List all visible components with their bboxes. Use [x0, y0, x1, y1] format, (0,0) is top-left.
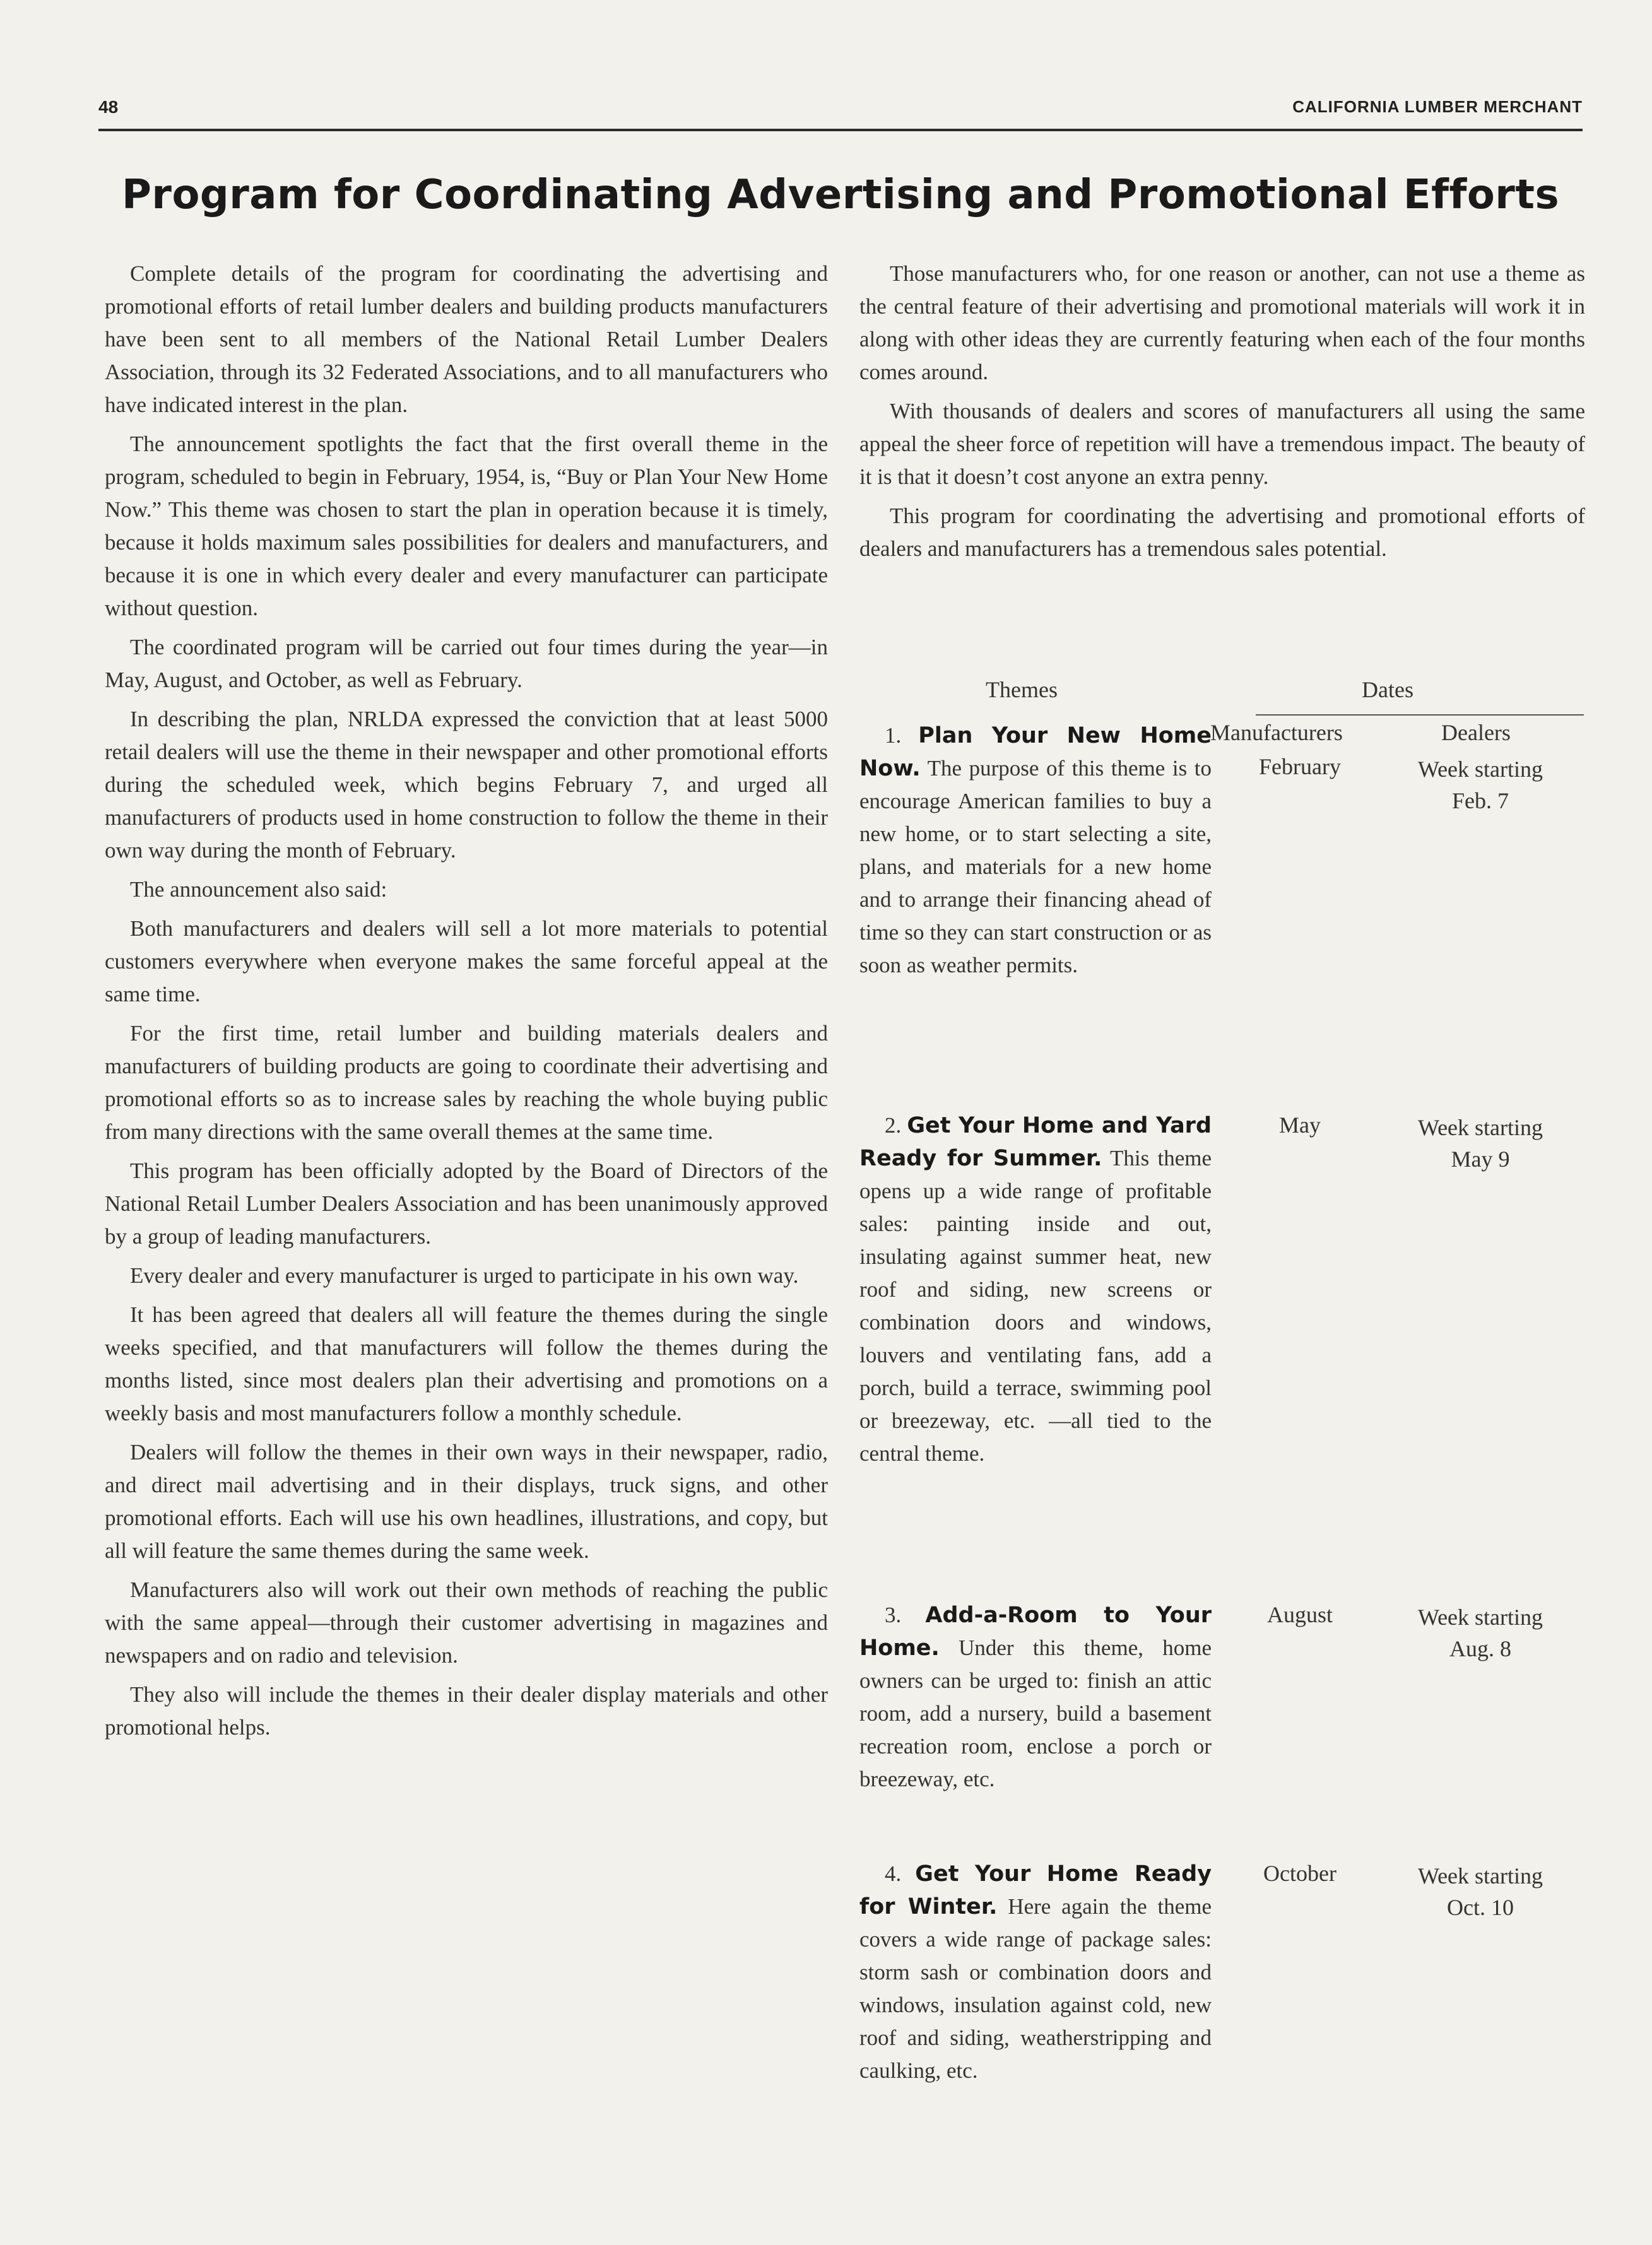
- page-number: 48: [98, 97, 119, 117]
- paragraph: This program has been officially adopted by the Board of Directors of the National Retail Lumber Dealers Association and has been unanimously approved by a group of leading manufacturers.: [105, 1158, 828, 1249]
- paragraph: It has been agreed that dealers all will feature the themes during the single weeks specified, and that manufacturers will follow the themes during the months listed, since most dealers plan their advertising and promotions on a weekly basis and most manufacturers follow a monthly schedule.: [105, 1302, 828, 1425]
- theme-body: Here again the theme covers a wide range of package sales: storm sash or combination doors and windows, insulation against cold, new roof and siding, weatherstripping and caulking, etc.: [859, 1894, 1212, 2083]
- theme-body: The purpose of this theme is to encourage American families to buy a new home, or to start selecting a site, plans, and materials for a new home and to arrange their financing ahead of time so they can start construction or as soon as weather permits.: [859, 756, 1212, 977]
- theme-number: 3.: [885, 1603, 902, 1627]
- paragraph: Complete details of the program for coordinating the advertising and promotional efforts of retail lumber dealers and building products manufacturers have been sent to all members of the National Retail Lumber Dealers Association, through its 32 Federated Associations, and to all manufacturers who have indicated interest in the plan.: [105, 261, 828, 417]
- manufacturers-subheader: Manufacturers: [1210, 720, 1343, 745]
- manufacturers-month: October: [1263, 1861, 1336, 1886]
- header-rule: [98, 129, 1583, 131]
- theme-number: 1.: [885, 723, 902, 748]
- paragraph: This program for coordinating the advertising and promotional efforts of dealers and manufacturers has a tremendous sales potential.: [859, 504, 1585, 561]
- theme-title: Add-a-Room to Your Home.: [859, 1603, 1212, 1661]
- dealers-week-date: Aug. 8: [1449, 1636, 1511, 1661]
- dates-rule: [1256, 714, 1584, 716]
- theme-title: Get Your Home Ready for Winter.: [859, 1861, 1212, 1919]
- paragraph: The coordinated program will be carried out four times during the year—in May, August, and October, as well as February.: [105, 635, 828, 692]
- paragraph: Every dealer and every manufacturer is urged to participate in his own way.: [130, 1263, 799, 1288]
- dates-column-header: Dates: [1362, 677, 1413, 702]
- paragraph: Both manufacturers and dealers will sell a lot more materials to potential customers everywhere when everyone makes the same forceful appeal at the same time.: [105, 916, 828, 1006]
- theme-row-3: [859, 1599, 1212, 1796]
- theme-title: Plan Your New Home Now.: [859, 723, 1212, 781]
- article-headline: Program for Coordinating Advertising and Promotional Efforts: [121, 172, 1560, 218]
- paragraph: The announcement spotlights the fact that the first overall theme in the program, scheduled to begin in February, 1954, is, “Buy or Plan Your New Home Now.” This theme was chosen to start the plan in operation because it is timely, because it holds maximum sales possibilities for dealers and manufacturers, and because it is one in which every dealer and every manufacturer can participate without question.: [105, 432, 828, 620]
- paragraph: In describing the plan, NRLDA expressed the conviction that at least 5000 retail dealers will use the theme in their newspaper and other promotional efforts during the scheduled week, which begins February 7, and urged all manufacturers of products used in home construction to follow the theme in their own way during the month of February.: [105, 707, 828, 863]
- dealers-week-date: May 9: [1451, 1146, 1510, 1172]
- theme-body: Under this theme, home owners can be urged to: finish an attic room, add a nursery, build a basement recreation room, enclose a porch or breezeway, etc.: [859, 1635, 1212, 1791]
- theme-number: 2.: [885, 1113, 902, 1138]
- paragraph: Those manufacturers who, for one reason or another, can not use a theme as the central feature of their advertising and promotional materials will work it in along with other ideas they are currently featuring when each of the four months comes around.: [859, 261, 1585, 384]
- dealers-week-label: Week starting: [1417, 1115, 1543, 1140]
- theme-row-1: [859, 719, 1212, 982]
- paragraph: They also will include the themes in their dealer display materials and other promotional helps.: [105, 1682, 828, 1740]
- right-column-intro: [859, 257, 1585, 572]
- theme-row-2: [859, 1109, 1212, 1470]
- dealers-week-label: Week starting: [1417, 1863, 1543, 1889]
- dealers-week: [1379, 753, 1581, 816]
- dealers-week: [1379, 1860, 1581, 1923]
- manufacturers-month: August: [1266, 1602, 1333, 1627]
- dealers-week: [1379, 1601, 1581, 1665]
- theme-number: 4.: [885, 1861, 902, 1886]
- paragraph: Manufacturers also will work out their own methods of reaching the public with the same appeal—through their customer advertising in magazines and newspapers and on radio and television.: [105, 1577, 828, 1668]
- publication-name: CALIFORNIA LUMBER MERCHANT: [1292, 97, 1583, 116]
- running-header: [98, 95, 1583, 133]
- theme-title: Get Your Home and Yard Ready for Summer.: [859, 1113, 1212, 1171]
- themes-column-header: Themes: [986, 677, 1058, 702]
- paragraph: The announcement also said:: [130, 877, 387, 902]
- dealers-week-date: Feb. 7: [1452, 788, 1509, 813]
- paragraph: For the first time, retail lumber and building materials dealers and manufacturers of building products are going to coordinate their advertising and promotional efforts so as to increase sales by reaching the whole buying public from many directions with the same overall themes at the same time.: [105, 1021, 828, 1144]
- paragraph: With thousands of dealers and scores of manufacturers all using the same appeal the sheer force of repetition will have a tremendous impact. The beauty of it is that it doesn’t cost anyone an extra penny.: [859, 399, 1585, 489]
- dealers-week-date: Oct. 10: [1447, 1895, 1514, 1920]
- theme-body: This theme opens up a wide range of profitable sales: painting inside and out, insulating against summer heat, new roof and siding, new screens or combination doors and windows, louvers and ventilating fans, add a porch, build a terrace, swimming pool or breezeway, etc. —all tied to the central theme.: [859, 1146, 1212, 1466]
- paragraph: Dealers will follow the themes in their own ways in their newspaper, radio, and direct mail advertising and in their displays, truck signs, and other promotional efforts. Each will use his own headlines, illustrations, and copy, but all will feature the same themes during the same week.: [105, 1440, 828, 1563]
- manufacturers-month: February: [1259, 754, 1341, 779]
- dealers-week-label: Week starting: [1417, 1605, 1543, 1630]
- dealers-week: [1379, 1112, 1581, 1175]
- manufacturers-month: May: [1279, 1112, 1321, 1138]
- left-column: [105, 257, 828, 1750]
- dealers-week-label: Week starting: [1417, 757, 1543, 782]
- dealers-subheader: Dealers: [1441, 720, 1511, 745]
- theme-row-4: [859, 1858, 1212, 2087]
